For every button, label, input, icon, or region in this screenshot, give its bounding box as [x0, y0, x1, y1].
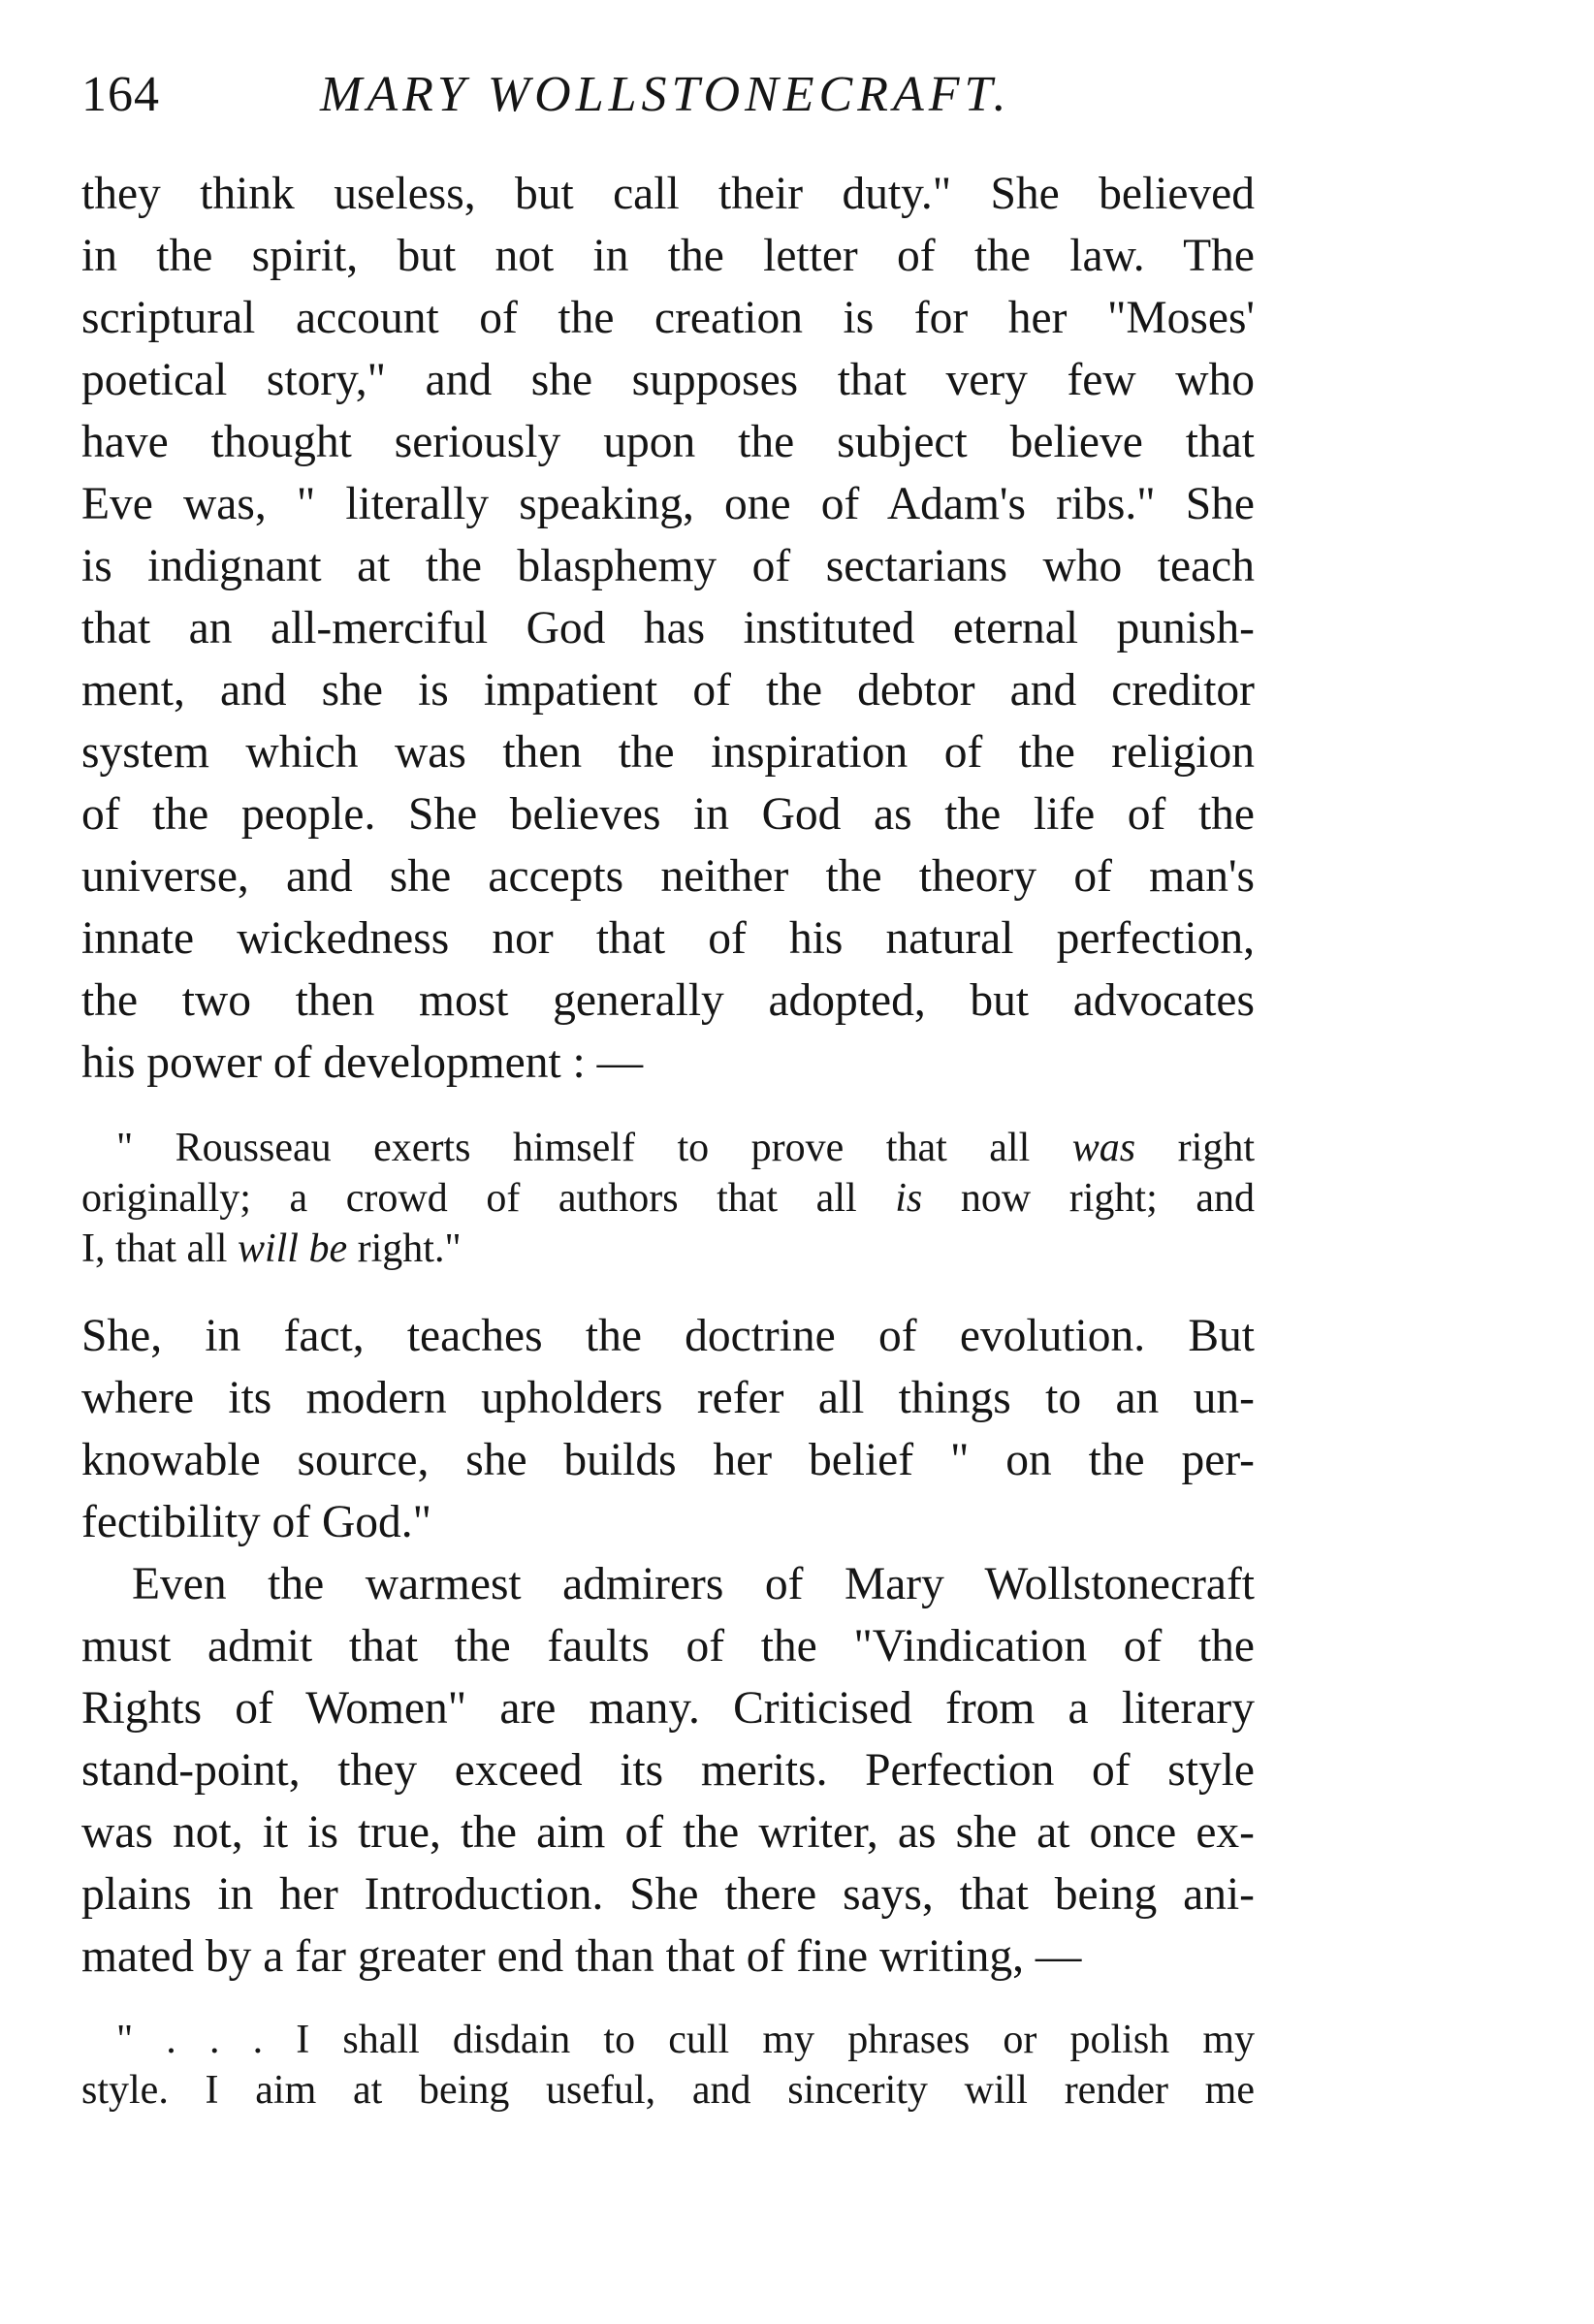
text-line: where its modern upholders refer all things to an un- [81, 1373, 1255, 1423]
text-line: have thought seriously upon the subject believe that [81, 417, 1255, 467]
text-line: stand-point, they exceed its merits. Perfection of style [81, 1745, 1255, 1796]
text-line: knowable source, she builds her belief " on the per- [81, 1435, 1255, 1485]
text-line: She, in fact, teaches the doctrine of evolution. But [81, 1311, 1255, 1361]
text-line: they think useless, but call their duty." She believed [81, 169, 1255, 219]
quote-italic-text: will be [237, 1226, 348, 1271]
quote-text: right." [347, 1226, 462, 1271]
block-quote-rousseau [81, 1123, 1255, 1274]
paragraph-2 [81, 1305, 1255, 1553]
quote-text: " Rousseau exerts himself to prove that all [116, 1126, 1072, 1170]
text-line: Eve was, " literally speaking, one of Adam's ribs." She [81, 479, 1255, 529]
text-line: his power of development : — [81, 1037, 644, 1088]
quote-line [81, 1123, 1255, 1173]
text-line: was not, it is true, the aim of the writer, as she at once ex- [81, 1807, 1255, 1858]
text-line: fectibility of God." [81, 1497, 432, 1547]
text-line: poetical story," and she supposes that very few who [81, 355, 1255, 405]
quote-line [81, 1224, 1255, 1274]
text-line: the two then most generally adopted, but advocates [81, 975, 1255, 1026]
text-line: plains in her Introduction. She there says, that being ani- [81, 1869, 1255, 1920]
text-line: of the people. She believes in God as the life of the [81, 789, 1255, 840]
quote-text: now right; and [922, 1176, 1256, 1221]
text-line: Even the warmest admirers of Mary Wollstonecraft [132, 1559, 1255, 1609]
text-line: universe, and she accepts neither the theory of man's [81, 851, 1255, 902]
quote-line: " . . . I shall disdain to cull my phrases or polish my [116, 2018, 1255, 2062]
text-line: in the spirit, but not in the letter of the law. The [81, 231, 1255, 281]
text-line: scriptural account of the creation is for her "Moses' [81, 293, 1255, 343]
text-line: that an all-merciful God has instituted eternal punish- [81, 603, 1255, 653]
paragraph-3 [81, 1553, 1255, 1988]
text-line: innate wickedness nor that of his natural perfection, [81, 913, 1255, 964]
paragraph-1 [81, 163, 1255, 1094]
running-title: MARY WOLLSTONECRAFT. [320, 67, 1011, 122]
quote-text: right [1135, 1126, 1255, 1170]
quote-line: style. I aim at being useful, and sincerity will render me [81, 2068, 1255, 2113]
text-line: Rights of Women" are many. Criticised from a literary [81, 1683, 1255, 1734]
page-header [81, 56, 1264, 134]
quote-text: I, that all [81, 1226, 238, 1271]
quote-text: originally; a crowd of authors that all [81, 1176, 896, 1221]
text-line: must admit that the faults of the "Vindication of the [81, 1621, 1255, 1671]
quote-line [81, 1173, 1255, 1224]
text-line: is indignant at the blasphemy of sectarians who teach [81, 541, 1255, 591]
quote-italic-text: was [1071, 1126, 1136, 1170]
quote-italic-text: is [895, 1176, 923, 1221]
text-line: mated by a far greater end than that of fine writing, — [81, 1931, 1082, 1982]
text-line: system which was then the inspiration of the religion [81, 727, 1255, 778]
page-content [81, 163, 1255, 2147]
block-quote-introduction [81, 2015, 1255, 2116]
text-line: ment, and she is impatient of the debtor and creditor [81, 665, 1255, 716]
page-number: 164 [81, 67, 160, 122]
